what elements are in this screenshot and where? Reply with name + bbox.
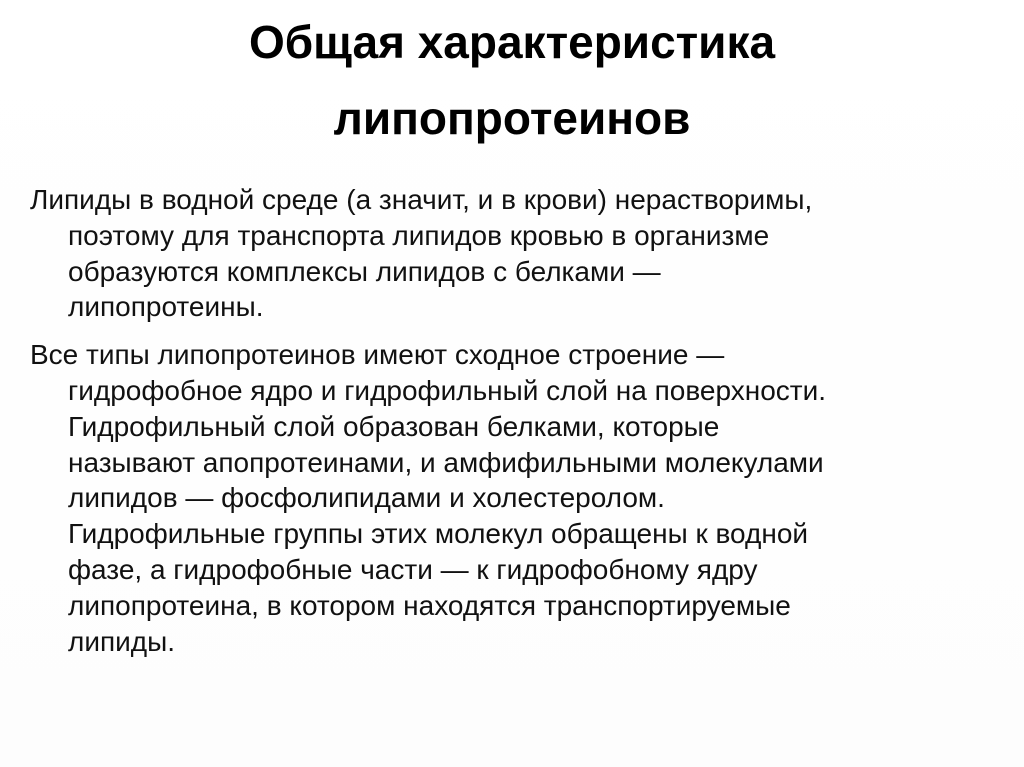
paragraph-line: фазе, а гидрофобные части — к гидрофобному ядру [68,553,758,585]
slide-title-line-1: Общая характеристика [248,16,776,68]
paragraph-line: липопротеины. [68,291,264,323]
paragraph-line: образуются комплексы липидов с белками — [68,255,661,287]
paragraph-line: поэтому для транспорта липидов кровью в организме [68,219,770,251]
paragraph-line: липопротеина, в котором находятся транспортируемые [68,589,791,621]
paragraph-line: липиды. [68,625,176,657]
paragraph-lipid-insolubility [30,182,1005,325]
paragraph-lipoprotein-structure [30,337,1005,659]
paragraph-line: Гидрофильный слой образован белками, которые [68,410,720,442]
paragraph-line: липидов — фосфолипидами и холестеролом. [68,482,665,514]
paragraph-line: называют апопротеинами, и амфифильными молекулами [68,446,824,478]
slide-body [30,182,1005,671]
slide-title-line-2: липопротеинов [333,92,691,144]
paragraph-line: гидрофобное ядро и гидрофильный слой на поверхности. [68,374,827,406]
paragraph-line: Липиды в водной среде (а значит, и в крови) нерастворимы, [30,184,813,215]
paragraph-line: Гидрофильные группы этих молекул обращены к водной [68,518,809,550]
paragraph-line: Все типы липопротеинов имеют сходное строение — [30,339,725,371]
slide-title [0,4,1024,156]
